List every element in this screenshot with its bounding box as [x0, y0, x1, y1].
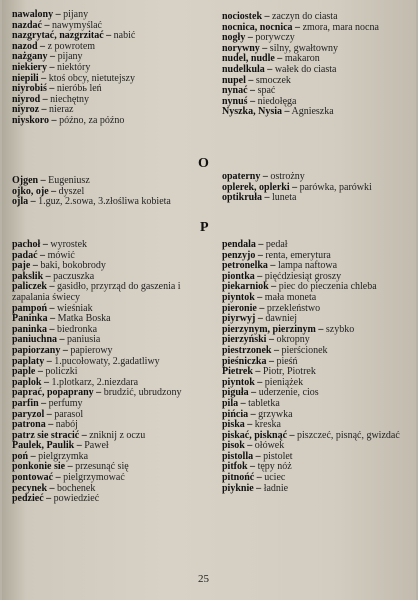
entry-definition: wałek do ciasta	[274, 63, 337, 75]
entry-headword: nazod –	[12, 40, 46, 52]
entry-headword: piekarniok –	[222, 281, 277, 293]
entry-headword: norywny –	[222, 42, 268, 54]
entry-definition: pielgrzymować	[63, 472, 125, 484]
entry-headword: pierzyński –	[222, 334, 274, 346]
entry-definition: biedronka	[57, 323, 98, 335]
section-letter-p: P	[200, 220, 209, 235]
entry-definition: parasol	[54, 408, 84, 420]
entry-headword: nawalony –	[12, 9, 61, 20]
entry-definition: lampa naftowa	[277, 260, 338, 272]
entry-headword: nynać –	[222, 85, 256, 97]
entry-definition: papierowy	[70, 344, 113, 356]
n-entries-right	[222, 12, 412, 118]
entry-definition: pistolet	[263, 450, 293, 462]
entry-headword: pecynek –	[12, 482, 55, 494]
entry-definition: makaron	[284, 53, 320, 65]
entry-definition: tępy nóż	[257, 461, 292, 473]
entry-definition: baki, bokobrody	[40, 260, 106, 272]
entry-headword: nazgrytać, nazgrzitać –	[12, 30, 112, 42]
entry-definition: nawymyślać	[52, 19, 102, 31]
entry-headword: nupel –	[222, 74, 254, 86]
entry-headword: Paulek, Paulik –	[12, 440, 82, 452]
entry-headword: pińcia –	[222, 408, 256, 420]
entry-definition: brudzić, ubrudzony	[103, 387, 182, 399]
entry-definition: okropny	[276, 334, 310, 346]
o-entries-right	[222, 172, 412, 204]
entry-headword: petronelka –	[222, 260, 276, 272]
entry-definition: niektóry	[57, 61, 91, 73]
entry-headword: paryzol –	[12, 408, 52, 420]
entry-definition: paczuszka	[53, 270, 95, 282]
entry-definition: renta, emerytura	[265, 249, 331, 261]
entry-headword: paple –	[12, 366, 43, 378]
entry-headword: pachoł –	[12, 239, 48, 250]
dictionary-entry	[12, 197, 207, 208]
entry-definition: spać	[257, 85, 276, 97]
entry-headword: paliczek –	[12, 281, 55, 293]
entry-headword: niyroz –	[12, 104, 47, 116]
entry-definition: pieśń	[276, 355, 298, 367]
entry-headword: ojko, oje –	[12, 185, 57, 197]
entry-definition: Agnieszka	[291, 106, 334, 118]
entry-definition: pięćdziesiąt groszy	[264, 270, 342, 282]
dictionary-entry	[222, 107, 412, 118]
dictionary-entry	[12, 116, 207, 127]
entry-definition: porywczy	[255, 32, 295, 44]
entry-headword: poń –	[12, 450, 36, 462]
entry-definition: dyszel	[58, 185, 85, 197]
entry-headword: Pietrek –	[222, 366, 261, 378]
entry-headword: penzyjo –	[222, 249, 263, 261]
entry-definition: ołówek	[254, 440, 285, 452]
entry-definition: zniknij z oczu	[89, 429, 146, 441]
o-entries-left	[12, 176, 207, 208]
entry-definition: Paweł	[84, 440, 109, 452]
entry-definition: mała moneta	[264, 291, 317, 303]
entry-definition: silny, gwałtowny	[269, 42, 339, 54]
dictionary-entry	[12, 494, 207, 505]
entry-definition: późno, za późno	[59, 114, 125, 126]
entry-headword: nynuś –	[222, 95, 256, 107]
entry-headword: pakslik –	[12, 270, 51, 282]
entry-headword: niyskoro –	[12, 114, 57, 126]
entry-definition: policzki	[45, 366, 78, 378]
entry-definition: paniusia	[67, 334, 101, 346]
section-letter-o: O	[198, 156, 209, 171]
entry-headword: paplok –	[12, 376, 49, 388]
entry-definition: zaczyn do ciasta	[272, 11, 338, 22]
entry-definition: wieśniak	[57, 302, 93, 314]
entry-definition: powiedzieć	[53, 493, 100, 505]
entry-definition: ładnie	[263, 482, 289, 494]
entry-headword: optikruła –	[222, 192, 270, 204]
entry-definition: pieniążek	[264, 376, 304, 388]
entry-definition: tabletka	[248, 397, 280, 409]
dictionary-entry	[222, 484, 412, 495]
entry-headword: papiorzany –	[12, 344, 68, 356]
entry-headword: piyntok –	[222, 291, 263, 303]
entry-headword: paje –	[12, 260, 38, 272]
entry-headword: piyrwyj –	[222, 313, 263, 325]
entry-headword: piguła –	[222, 387, 257, 399]
entry-headword: paprać, popaprany –	[12, 387, 102, 399]
entry-headword: paninka –	[12, 323, 55, 335]
entry-definition: dawniej	[265, 313, 297, 325]
entry-definition: Matka Boska	[57, 313, 111, 325]
dictionary-entry	[222, 193, 412, 204]
entry-headword: nogły –	[222, 32, 253, 44]
entry-definition: z powrotem	[47, 40, 96, 52]
entry-headword: opaterny –	[222, 171, 268, 182]
entry-headword: pitnońć –	[222, 472, 262, 484]
entry-headword: niepili –	[12, 72, 47, 84]
entry-headword: pila –	[222, 397, 246, 409]
entry-headword: niekiery –	[12, 61, 55, 73]
entry-headword: piyknie –	[222, 482, 262, 494]
entry-headword: piestrzonek –	[222, 344, 279, 356]
entry-headword: niyrobiś –	[12, 83, 55, 95]
entry-definition: mówić	[47, 249, 75, 261]
entry-headword: piyntok –	[222, 376, 263, 388]
entry-definition: wyrostek	[50, 239, 88, 250]
p-entries-right	[222, 240, 412, 494]
entry-definition: niedołęga	[257, 95, 297, 107]
entry-definition: szybko	[325, 323, 355, 335]
entry-headword: piskać, pisknąć –	[222, 429, 295, 441]
entry-definition: pijany	[57, 51, 83, 63]
entry-definition: piszczeć, pisnąć, gwizdać	[297, 429, 400, 441]
entry-headword: ponkonie sie –	[12, 461, 73, 473]
entry-headword: nocnica, nocnicа –	[222, 21, 301, 33]
entry-definition: parówka, parówki	[299, 181, 372, 193]
entry-headword: patrona –	[12, 419, 54, 431]
entry-headword: patrz sie stracić –	[12, 429, 87, 441]
entry-headword: nudel, nudle –	[222, 53, 283, 65]
dictionary-page	[2, 0, 416, 600]
n-entries-left	[12, 10, 207, 127]
entry-headword: pisok –	[222, 440, 253, 452]
entry-definition: 1.plotkarz, 2.niezdara	[51, 376, 139, 388]
entry-headword: paniuchna –	[12, 334, 65, 346]
entry-headword: nazdać –	[12, 19, 50, 31]
dictionary-entry	[12, 282, 207, 303]
entry-definition: gasidło, przyrząd do gaszenia i zapalania świecy	[12, 281, 181, 303]
entry-definition: nabój	[55, 419, 78, 431]
entry-definition: bochenek	[57, 482, 96, 494]
entry-headword: niyrod –	[12, 93, 48, 105]
entry-headword: pieśniczka –	[222, 355, 274, 367]
entry-definition: smoczek	[255, 74, 291, 86]
entry-headword: pieronie –	[222, 302, 265, 314]
entry-definition: grzywka	[258, 408, 293, 420]
entry-headword: piska –	[222, 419, 253, 431]
entry-headword: parfin –	[12, 397, 47, 409]
entry-definition: nieróbь leń	[56, 83, 102, 95]
entry-headword: nudelkula –	[222, 63, 273, 75]
entry-headword: pontować –	[12, 472, 61, 484]
entry-headword: piontka –	[222, 270, 263, 282]
page-number: 25	[198, 573, 209, 585]
entry-headword: ojla –	[12, 196, 36, 208]
entry-headword: Ojgen –	[12, 175, 46, 186]
entry-definition: piec do pieczenia chleba	[278, 281, 377, 293]
entry-headword: pierzynym, pierzinym –	[222, 323, 324, 335]
entry-definition: perfumy	[48, 397, 83, 409]
entry-definition: pedał	[265, 239, 288, 250]
p-entries-left	[12, 240, 207, 505]
entry-definition: nabić	[113, 30, 136, 42]
entry-definition: luneta	[272, 192, 297, 204]
entry-headword: pitfok –	[222, 461, 256, 473]
entry-headword: paplaty –	[12, 355, 52, 367]
entry-headword: padać –	[12, 249, 46, 261]
entry-headword: pampoń –	[12, 302, 55, 314]
entry-definition: nieraz	[49, 104, 74, 116]
entry-definition: uderzenie, cios	[258, 387, 319, 399]
entry-definition: kreska	[254, 419, 281, 431]
entry-definition: pierścionek	[281, 344, 328, 356]
entry-headword: Nyszka, Nysia –	[222, 106, 290, 118]
entry-headword: oplerek, oplerki –	[222, 181, 298, 193]
entry-definition: uciec	[264, 472, 286, 484]
entry-definition: 1.guz, 2.sowa, 3.złośliwa kobieta	[38, 196, 171, 208]
entry-definition: niechętny	[50, 93, 90, 105]
entry-headword: nociostek –	[222, 11, 270, 22]
entry-definition: przekleństwo	[266, 302, 321, 314]
entry-headword: pistolla –	[222, 450, 261, 462]
entry-definition: ktoś obcy, nietutejszy	[48, 72, 135, 84]
entry-definition: przesunąć się	[75, 461, 129, 473]
entry-definition: pielgrzymka	[38, 450, 89, 462]
entry-definition: zmora, mara nocna	[302, 21, 379, 33]
entry-definition: pijany	[63, 9, 89, 20]
entry-headword: Paninka –	[12, 313, 56, 325]
entry-definition: 1.pucołowaty, 2.gadatliwy	[54, 355, 160, 367]
entry-definition: Eugeniusz	[48, 175, 90, 186]
entry-headword: nażgany –	[12, 51, 56, 63]
entry-definition: Piotr, Piotrek	[262, 366, 316, 378]
entry-headword: pedzieć –	[12, 493, 52, 505]
entry-headword: pendala –	[222, 239, 264, 250]
entry-definition: ostrożny	[270, 171, 305, 182]
